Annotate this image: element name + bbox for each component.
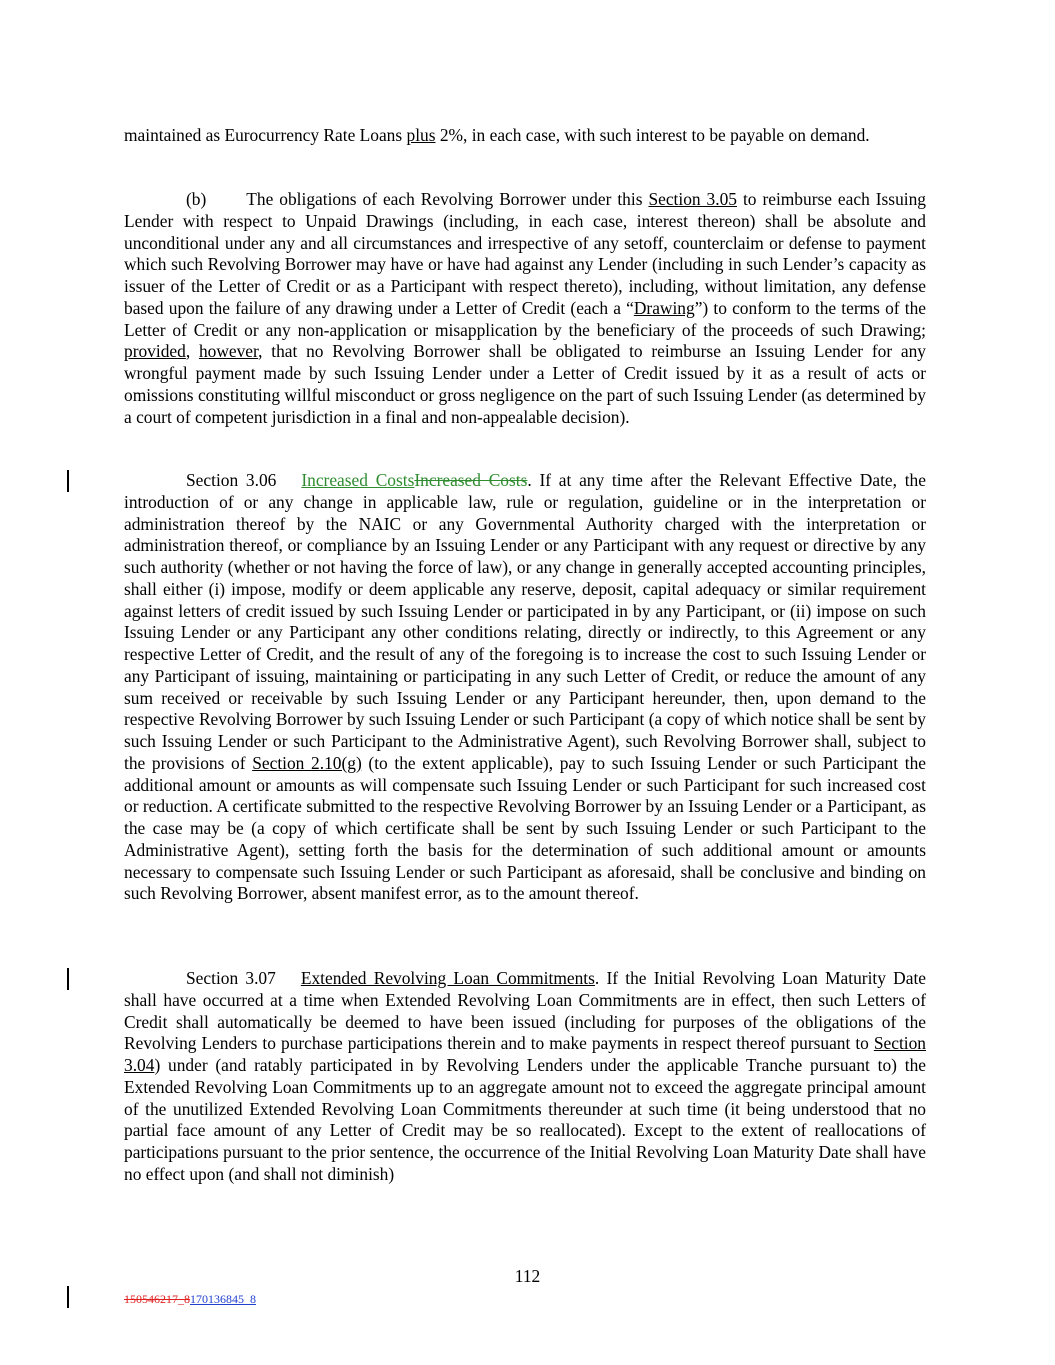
section-3-07	[124, 968, 926, 1186]
text: ) under (and ratably participated in by Revolving Lenders under the applicable Tranche pursuant to) the Extended Revolving Loan Commitments up to an aggregate amount not to exceed the aggregate principal amount of the unutilized Extended Revolving Loan Commitments thereunder at such time (it being understood that no partial face amount of any Letter of Credit may be so reallocated). Except to the extent of reallocations of participations pursuant to the prior sentence, the occurrence of the Initial Revolving Loan Maturity Date shall have no effect upon (and shall not diminish)	[124, 1055, 926, 1184]
text: ,	[185, 341, 199, 362]
deleted-heading: Increased Costs	[414, 470, 528, 490]
inserted-heading: Increased Costs	[301, 470, 415, 490]
section-ref: Section 3.05	[648, 189, 737, 209]
text: 2%, in each case, with such interest to be payable on demand.	[435, 125, 870, 145]
document-id	[124, 1289, 256, 1311]
however-term: however	[198, 341, 259, 362]
defined-term-drawing: Drawing	[633, 297, 695, 318]
section-heading: Extended Revolving Loan Commitments	[300, 968, 595, 988]
section-3-06	[124, 470, 926, 905]
inserted-docid: 170136845_8	[190, 1292, 256, 1306]
provided-term: provided	[124, 341, 186, 362]
change-bar	[67, 1286, 69, 1308]
text: The obligations of each Revolving Borrower under this	[246, 189, 649, 209]
text: , that no Revolving Borrower shall be obligated to reimburse an Issuing Lender for any wrongful payment made by such Issuing Lender under a Letter of Credit issued by it as a result of acts or omissions constituting willful misconduct or gross negligence on the part of such Issuing Lender (as determined by a court of competent jurisdiction in a final and non-appealable decision).	[124, 341, 926, 427]
paragraph-b	[124, 189, 926, 428]
text: to reimburse each Issuing Lender with respect to Unpaid Drawings (including, in each case, interest thereon) shall be absolute and unconditional under any and all circumstances and irrespective of any setoff, counterclaim or defense to payment which such Revolving Borrower may have or have had against any Lender (including in such Lender’s capacity as issuer of the Letter of Credit or as a Participant with respect thereto), including, without limitation, any defense based upon the failure of any drawing under a Letter of Credit (each a “	[124, 189, 926, 318]
page-number: 112	[514, 1266, 541, 1286]
text: (to the extent applicable), pay to such Issuing Lender or such Participant the additional amount or amounts as will compensate such Issuing Lender or such Participant for such increased cost or reduction. A certificate submitted to the respective Revolving Borrower by an Issuing Lender or a Participant, as the case may be (a copy of which certificate shall be sent by such Issuing Lender or such Participant to the Administrative Agent), setting forth the basis for the determination of such additional amount or amounts necessary to compensate such Issuing Lender or such Participant as aforesaid, shall be conclusive and binding on such Revolving Borrower, absent manifest error, as to the amount thereof.	[124, 752, 926, 904]
section-ref: Section 3.04	[124, 1033, 926, 1075]
text: . If the Initial Revolving Loan Maturity Date shall have occurred at a time when Extended Revolving Loan Commitments are in effect, then such Letters of Credit shall automatically be deemed to have been issued (including for purposes of the obligations of the Revolving Lenders to purchase participations therein and to make payments in respect thereof pursuant to	[124, 968, 927, 1054]
section-number: Section 3.06	[186, 470, 277, 490]
change-bar	[67, 968, 69, 990]
plus-term: plus	[406, 125, 436, 145]
clause-label: (b)	[186, 189, 207, 209]
paragraph-continuation	[124, 125, 926, 147]
text: maintained as Eurocurrency Rate Loans	[124, 125, 407, 145]
section-ref: Section 2.10(g)	[252, 752, 362, 773]
section-number: Section 3.07	[186, 968, 276, 988]
text: . If at any time after the Relevant Effective Date, the introduction of or any change in applicable law, rule or regulation, guideline or in the interpretation or administration thereof by the NAIC or any Governmental Authority charged with the interpretation or administration thereof, or compliance by an Issuing Lender or any Participant with any request or directive by any such authority (whether or not having the force of law), or any change in generally accepted accounting principles, shall either (i) impose, modify or deem applicable any reserve, deposit, capital adequacy or similar requirement against letters of credit issued by such Issuing Lender or participated in by any Participant, or (ii) impose on such Issuing Lender or any Participant any other conditions relating, directly or indirectly, to this Agreement or any respective Letter of Credit, and the result of any of the foregoing is to increase the cost to such Issuing Lender or any Participant of issuing, maintaining or participating in any such Letter of Credit, or reduce the amount of any sum received or receivable by such Issuing Lender or any Participant hereunder, then, upon demand to the respective Revolving Borrower by such Issuing Lender or such Participant (a copy of which notice shall be sent by such Issuing Lender or such Participant to the Administrative Agent), such Revolving Borrower shall, subject to the provisions of	[124, 470, 926, 773]
deleted-docid: 150546217_8	[124, 1292, 190, 1306]
text: ”) to conform to the terms of the Letter of Credit or any non-application or misapplication by the beneficiary of the proceeds of such Drawing;	[124, 297, 926, 340]
change-bar	[67, 470, 69, 492]
